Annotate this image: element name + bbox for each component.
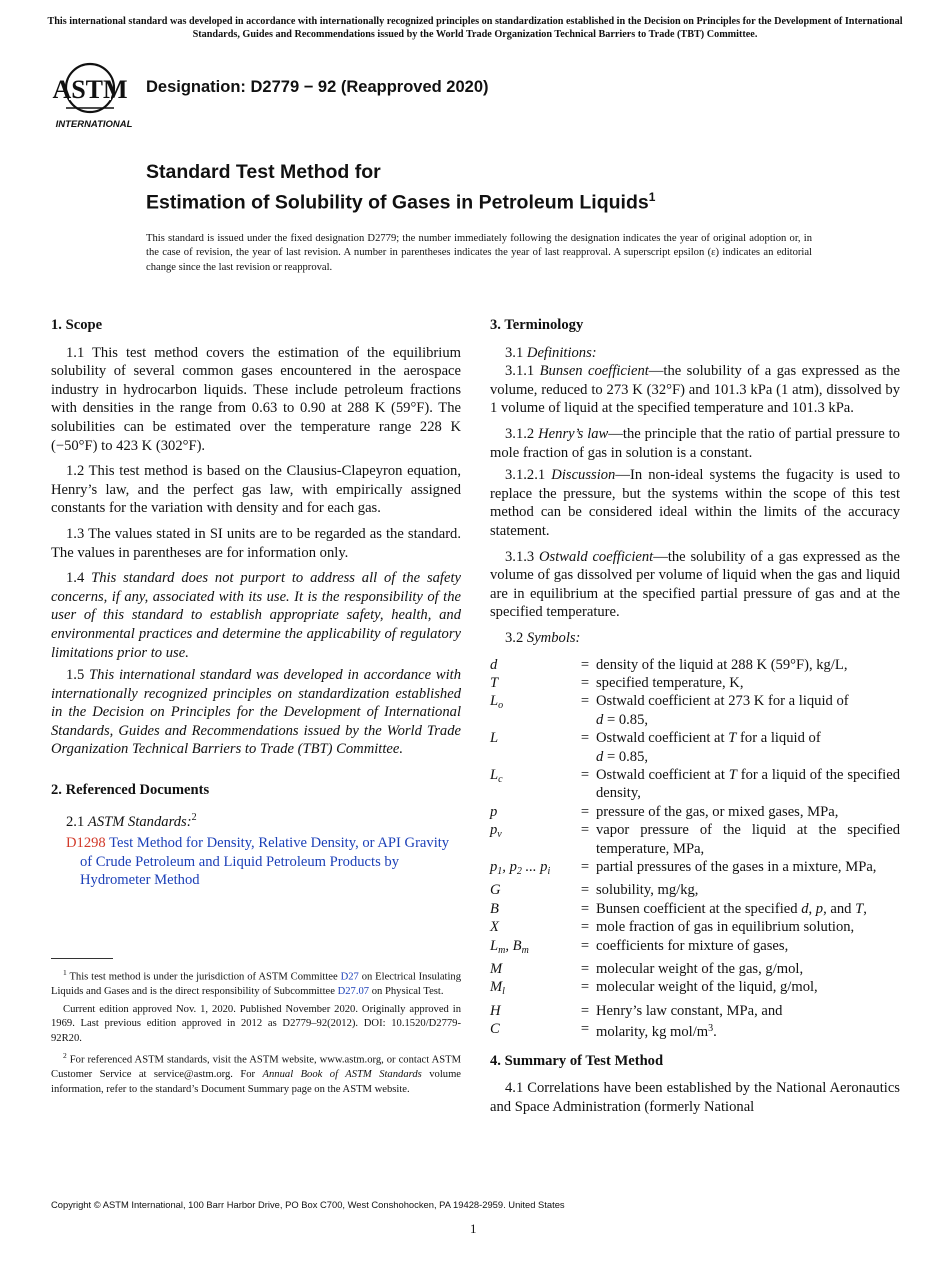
symbol-T-definition: specified temperature, K, xyxy=(596,674,744,691)
para-3-1-1-number: 3.1.1 xyxy=(505,363,535,380)
ref-d1298-title[interactable]: Test Method for Density, Relative Density, or API Gravity of Crude Petroleum and Liquid Petroleum Products by Hydrometer Method xyxy=(80,835,450,889)
footnote-2-text-a: For referenced ASTM standards, visit the ASTM website, www.astm.org, or contact ASTM Customer Service at service@astm.org. For xyxy=(51,1054,462,1081)
symbol-row-L xyxy=(490,729,900,766)
title-line-2-text: Estimation of Solubility of Gases in Petroleum Liquids xyxy=(146,191,649,214)
symbol-Lc-def-a: Ostwald coefficient at xyxy=(596,766,725,783)
symbol-L: L xyxy=(490,730,499,747)
symbol-row-H xyxy=(490,1002,900,1020)
symbol-p-definition: pressure of the gas, or mixed gases, MPa, xyxy=(596,803,839,820)
symbol-B: B xyxy=(490,900,499,917)
equals-sign: = xyxy=(580,693,590,710)
para-1-5-text: This international standard was developed in accordance with internationally recognized principles on standardization established in the Decision on Principles for the Development of International Standards, Guides and Recommendations issued by the World Trade Organization Technical Barriers to Trade (TBT) Committee. xyxy=(51,667,462,758)
para-3-1 xyxy=(490,344,900,363)
symbol-H: H xyxy=(490,1002,501,1019)
equals-sign: = xyxy=(580,1021,590,1038)
symbol-X-definition: mole fraction of gas in equilibrium solution, xyxy=(596,919,855,936)
wto-notice: This international standard was developed in accordance with internationally recognized principles on standardization established in the Decision on Principles for the Development of International Standards, Guides and Recommendations issued by the World Trade Organization Technical Barriers to Trade (TBT) Committee. xyxy=(47,16,903,40)
equals-sign: = xyxy=(580,822,590,839)
symbol-row-M xyxy=(490,960,900,978)
symbol-pi: $p_1$, $p_2$ ... $p_i$ xyxy=(490,858,551,877)
para-1-4 xyxy=(51,569,461,662)
symbol-T-inline: T xyxy=(728,730,737,747)
footnote-1-edition: Current edition approved Nov. 1, 2020. Published November 2020. Originally approved in 1969. Last previous edition approved in 2012 as D2779–92(2012). DOI: 10.1520/D2779-92R20. xyxy=(51,1003,461,1044)
symbol-Lc-def-b: for a liquid of the specified density, xyxy=(596,766,901,802)
footnote-2-text-b: volume information, refer to the standard’s Document Summary page on the ASTM website. xyxy=(51,1069,462,1095)
symbol-row-pi xyxy=(490,858,900,881)
symbol-Lo-def-a: Ostwald coefficient at 273 K for a liquid of xyxy=(596,693,849,710)
symbol-L-def-c: = 0.85, xyxy=(606,748,649,765)
para-3-2-label: Symbols: xyxy=(526,629,581,646)
symbol-Lo: $L_o$ xyxy=(490,693,504,712)
symbol-C-def-text: molarity, kg mol/m xyxy=(596,1024,709,1041)
symbol-p-inline: p xyxy=(815,900,824,917)
para-1-5 xyxy=(51,666,461,759)
para-3-1-2-text: —the principle that the ratio of partial pressure to mole fraction of gas in solution is a constant. xyxy=(490,425,900,461)
footnote-2-italic: Annual Book of ASTM Standards xyxy=(262,1069,422,1081)
para-1-1: 1.1 This test method covers the estimation of the equilibrium solubility of several common gases encountered in the aerospace industry in hydrocarbon liquids. These include petroleum fractions with densities in the range from 0.63 to 0.90 at 288 K (59°F). The solubilities can be estimated over the temperature range 228 K (−50°F) to 423 K (302°F). xyxy=(51,344,461,454)
designation: Designation: D2779 − 92 (Reapproved 2020) xyxy=(146,78,489,96)
ref-d1298-code[interactable]: D1298 xyxy=(66,835,106,852)
title-footnote-mark: 1 xyxy=(648,190,656,204)
symbol-C-def-sup: 3 xyxy=(708,1023,714,1035)
equals-sign: = xyxy=(580,961,590,977)
issuance-statement: This standard is issued under the fixed designation D2779; the number immediately following the designation indicates the year of original adoption or, in the case of revision, the year of last revision. A number in parentheses indicates the year of last reapproval. A superscript epsilon (ε) indicates an editorial change since the last revision or reapproval. xyxy=(146,233,812,273)
symbol-d-inline: d xyxy=(801,900,809,917)
ref-d1298[interactable] xyxy=(51,834,461,890)
astm-logo xyxy=(52,56,136,134)
astm-logo-mark xyxy=(52,56,136,134)
symbol-LmBm: $L_m$, $B_m$ xyxy=(490,937,529,956)
footnote-rule xyxy=(51,958,113,959)
symbol-pv-definition: vapor pressure of the liquid at the specified temperature, MPa, xyxy=(596,822,900,857)
equals-sign: = xyxy=(580,937,590,954)
para-1-3: 1.3 The values stated in SI units are to be regarded as the standard. The values in parentheses are for information only. xyxy=(51,525,461,561)
equals-sign: = xyxy=(580,656,590,673)
para-3-1-1 xyxy=(490,362,900,418)
symbol-T-inline: T xyxy=(855,900,864,917)
para-3-1-2-number: 3.1.2 xyxy=(505,425,535,442)
para-3-2 xyxy=(490,629,900,648)
para-3-1-label: Definitions: xyxy=(526,344,597,361)
symbol-G: G xyxy=(490,882,501,899)
equals-sign: = xyxy=(580,730,590,747)
para-3-1-number: 3.1 xyxy=(505,344,524,361)
para-4-1: 4.1 Correlations have been established by the National Aeronautics and Space Administration (formerly National xyxy=(490,1080,900,1115)
para-1-4-number: 1.4 xyxy=(66,570,85,587)
title-line-2 xyxy=(146,185,655,216)
para-2-1-footnote-mark: 2 xyxy=(191,811,197,823)
para-3-1-1-term: Bunsen coefficient xyxy=(539,363,649,380)
symbol-C-def-end: . xyxy=(713,1024,717,1041)
equals-sign: = xyxy=(580,803,590,820)
symbol-B-def-a: Bunsen coefficient at the specified xyxy=(596,900,798,917)
footnote-1-text-b: on Electrical Insulating Liquids and Gases and is the direct responsibility of Subcommittee xyxy=(51,971,461,998)
footnote-1-text-c: on Physical Test. xyxy=(371,986,444,998)
equals-sign: = xyxy=(580,919,590,936)
symbol-d: d xyxy=(490,656,498,673)
copyright-notice: Copyright © ASTM International, 100 Barr Harbor Drive, PO Box C700, West Conshohocken, PA 19428-2959. United States xyxy=(51,1199,565,1210)
right-column xyxy=(490,316,900,1116)
committee-d27-link[interactable]: D27 xyxy=(340,971,359,983)
symbol-row-d xyxy=(490,656,900,674)
para-3-1-2-term: Henry’s law xyxy=(538,425,609,442)
equals-sign: = xyxy=(580,882,590,899)
symbol-L-def-a: Ostwald coefficient at xyxy=(596,730,725,747)
symbol-row-X xyxy=(490,918,900,936)
para-3-1-3-term: Ostwald coefficient xyxy=(539,548,654,565)
symbol-row-Ml xyxy=(490,978,900,1001)
logo-text: ASTM xyxy=(52,75,128,104)
symbol-B-definition: Bunsen coefficient at the specified d, p, and T, xyxy=(596,900,867,917)
symbol-T: T xyxy=(490,674,499,691)
symbol-pv: $p_v$ xyxy=(490,822,502,841)
equals-sign: = xyxy=(580,858,590,875)
footnotes xyxy=(51,966,461,1100)
symbol-M: M xyxy=(490,961,503,977)
para-3-1-3-text: —the solubility of a gas expressed as the volume of gas dissolved per volume of liquid when the gas and liquid are in equilibrium at the specified partial pressure of gas and at the specified temperature. xyxy=(490,548,900,621)
symbol-row-Lc xyxy=(490,766,900,803)
symbol-row-C xyxy=(490,1020,900,1041)
symbol-row-Lo xyxy=(490,692,900,729)
symbol-pi-definition: partial pressures of the gases in a mixture, MPa, xyxy=(596,858,877,875)
equals-sign: = xyxy=(580,674,590,691)
footnote-1-mark: 1 xyxy=(63,968,67,977)
para-3-2-number: 3.2 xyxy=(505,629,524,646)
symbol-Ml: $M_l$ xyxy=(490,979,505,998)
symbol-C-definition xyxy=(596,1020,900,1041)
para-3-1-2-1-number: 3.1.2.1 xyxy=(505,467,546,484)
symbol-row-LmBm xyxy=(490,937,900,960)
logo-subtext: INTERNATIONAL xyxy=(55,119,133,130)
para-3-1-2-1 xyxy=(490,466,900,540)
para-3-1-2-1-term: Discussion xyxy=(551,467,616,484)
symbol-d-inline: d xyxy=(596,711,604,728)
symbol-Lo-def-b: = 0.85, xyxy=(606,711,649,728)
symbols-table xyxy=(490,656,900,1042)
symbol-d-definition: density of the liquid at 288 K (59°F), kg/L, xyxy=(596,656,848,673)
symbol-H-definition: Henry’s law constant, MPa, and xyxy=(596,1002,783,1019)
para-3-1-2 xyxy=(490,425,900,462)
footnote-1-text-a: This test method is under the jurisdiction of ASTM Committee xyxy=(69,971,338,983)
equals-sign: = xyxy=(580,766,590,783)
referenced-heading: 2. Referenced Documents xyxy=(51,782,210,799)
symbol-G-definition: solubility, mg/kg, xyxy=(596,882,699,899)
para-1-4-text: This standard does not purport to address all of the safety concerns, if any, associated with its use. It is the responsibility of the user of this standard to establish appropriate safety, health, and environmental practices and determine the applicability of regulatory limitations prior to use. xyxy=(51,570,461,661)
document-title xyxy=(146,160,655,216)
symbol-LmBm-definition: coefficients for mixture of gases, xyxy=(596,937,789,954)
symbol-row-G xyxy=(490,881,900,899)
title-line-1: Standard Test Method for xyxy=(146,161,381,183)
footnote-1 xyxy=(51,966,461,1000)
equals-sign: = xyxy=(580,979,590,996)
para-2-1 xyxy=(51,809,461,831)
para-2-1-number: 2.1 xyxy=(66,813,85,830)
symbol-L-def-b: for a liquid of xyxy=(740,730,821,747)
symbol-L-definition xyxy=(596,729,900,766)
symbol-row-T xyxy=(490,674,900,692)
footnote-2-mark: 2 xyxy=(63,1051,67,1061)
symbol-B-def-and: , and xyxy=(823,900,852,917)
symbol-row-p xyxy=(490,803,900,821)
para-1-2: 1.2 This test method is based on the Clausius-Clapeyron equation, Henry’s law, and the perfect gas law, with empirically assigned constants for the variation with density and for each gas. xyxy=(51,463,461,517)
symbol-Lc-definition xyxy=(596,766,900,803)
symbol-Lc: $L_c$ xyxy=(490,766,503,785)
left-column xyxy=(51,316,461,890)
para-3-1-1-text: —the solubility of a gas expressed as the volume, reduced to 273 K (32°F) and 101.3 kPa (1 atm), dissolved by 1 volume of liquid at the specified temperature and 101.3 kPa. xyxy=(490,363,900,417)
equals-sign: = xyxy=(580,900,590,917)
terminology-heading: 3. Terminology xyxy=(490,317,584,333)
symbol-X: X xyxy=(490,919,499,936)
symbol-M-definition: molecular weight of the gas, g/mol, xyxy=(596,961,804,977)
para-2-1-label: ASTM Standards: xyxy=(87,813,192,830)
equals-sign: = xyxy=(580,1002,590,1019)
symbol-C: C xyxy=(490,1021,500,1038)
para-1-5-number: 1.5 xyxy=(66,667,85,684)
symbol-row-B xyxy=(490,900,900,918)
symbol-T-inline: T xyxy=(728,766,737,783)
footnote-2 xyxy=(51,1049,461,1097)
symbol-d-inline: d xyxy=(596,748,604,765)
symbol-Ml-definition: molecular weight of the liquid, g/mol, xyxy=(596,979,818,996)
para-3-1-3 xyxy=(490,548,900,622)
para-3-1-2-1-text: —In non-ideal systems the fugacity is used to replace the pressure, but the systems within the scope of this test method can be considered ideal within the limits of the accuracy statement. xyxy=(490,467,900,539)
symbol-row-pv xyxy=(490,821,900,858)
summary-heading: 4. Summary of Test Method xyxy=(490,1052,664,1069)
para-3-1-3-number: 3.1.3 xyxy=(505,548,535,565)
page-number: 1 xyxy=(470,1221,477,1236)
symbol-p: p xyxy=(490,803,498,820)
scope-heading: 1. Scope xyxy=(51,317,103,333)
subcommittee-d27-07-link[interactable]: D27.07 xyxy=(337,986,370,998)
symbol-Lo-definition xyxy=(596,692,900,729)
